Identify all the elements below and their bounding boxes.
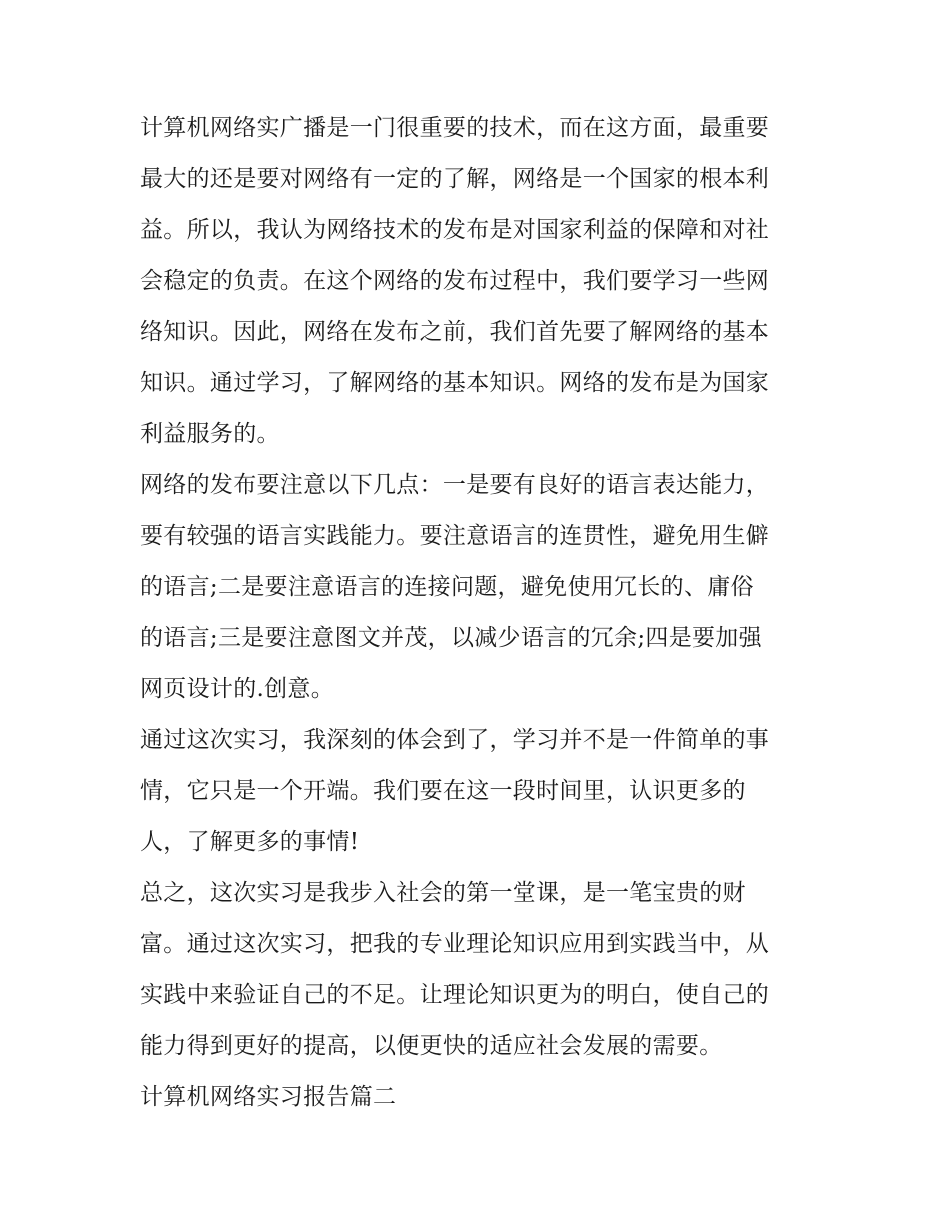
- paragraph-reflection: [140, 715, 820, 868]
- text-line: 利益服务的。: [140, 421, 280, 447]
- document-body: [140, 103, 820, 1123]
- text-line: 情，它只是一个开端。我们要在这一段时间里，认识更多的: [140, 778, 746, 804]
- text-line: 通过这次实习，我深刻的体会到了，学习并不是一件简单的事: [140, 727, 770, 753]
- text-line: 网络的发布要注意以下几点：一是要有良好的语言表达能力，: [140, 472, 770, 498]
- text-line: 富。通过这次实习，把我的专业理论知识应用到实践当中，从: [140, 931, 770, 957]
- paragraph-summary: [140, 868, 820, 1072]
- text-line: 络知识。因此，网络在发布之前，我们首先要了解网络的基本: [140, 319, 770, 345]
- text-line: 能力得到更好的提高，以便更快的适应社会发展的需要。: [140, 1033, 723, 1059]
- text-line: 计算机网络实习报告篇二: [140, 1084, 397, 1110]
- text-line: 总之，这次实习是我步入社会的第一堂课，是一笔宝贵的财: [140, 880, 746, 906]
- text-line: 会稳定的负责。在这个网络的发布过程中，我们要学习一些网: [140, 268, 770, 294]
- text-line: 实践中来验证自己的不足。让理论知识更为的明白，使自己的: [140, 982, 770, 1008]
- paragraph-points: [140, 460, 820, 715]
- paragraph-intro: [140, 103, 820, 460]
- text-line: 人，了解更多的事情!: [140, 829, 360, 855]
- text-line: 益。所以，我认为网络技术的发布是对国家利益的保障和对社: [140, 217, 770, 243]
- text-line: 的语言;三是要注意图文并茂，以减少语言的冗余;四是要加强: [140, 625, 762, 651]
- text-line: 知识。通过学习，了解网络的基本知识。网络的发布是为国家: [140, 370, 770, 396]
- text-line: 计算机网络实广播是一门很重要的技术，而在这方面，最重要: [140, 115, 770, 141]
- section-heading: [140, 1072, 820, 1123]
- text-line: 的语言;二是要注意语言的连接问题，避免使用冗长的、庸俗: [140, 574, 754, 600]
- text-line: 最大的还是要对网络有一定的了解，网络是一个国家的根本利: [140, 166, 770, 192]
- text-line: 要有较强的语言实践能力。要注意语言的连贯性，避免用生僻: [140, 523, 770, 549]
- text-line: 网页设计的.创意。: [140, 676, 335, 702]
